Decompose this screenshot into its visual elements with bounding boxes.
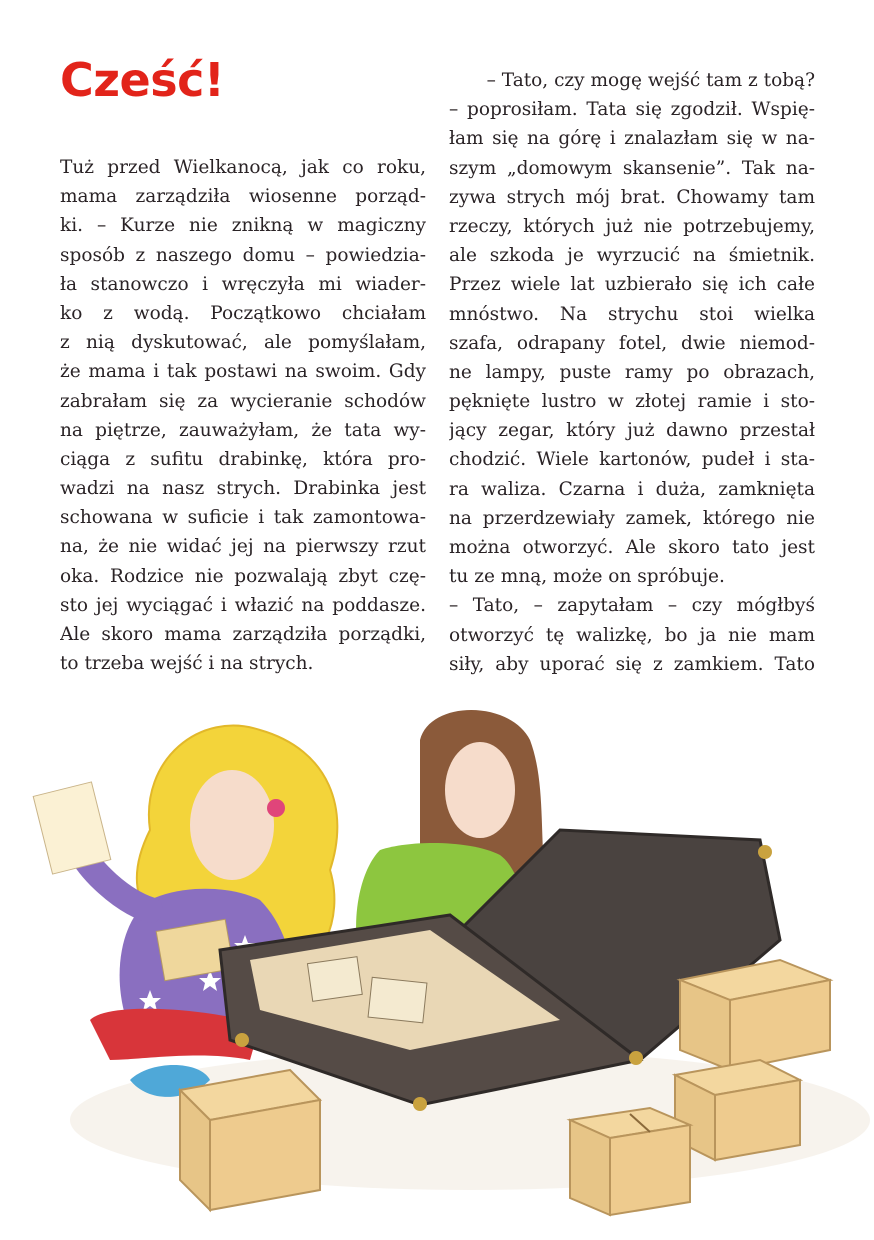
text-line: otworzyć tę walizkę, bo ja nie mam bbox=[449, 624, 815, 646]
text-line: zywa strych mój brat. Chowamy tam bbox=[449, 186, 815, 208]
text-line: – poprosiłam. Tata się zgodził. Wspię- bbox=[449, 99, 815, 121]
old-photo bbox=[368, 977, 427, 1023]
text-line: ciąga z sufitu drabinkę, która pro- bbox=[60, 448, 426, 470]
text-line: schowana w suficie i tak zamontowa- bbox=[60, 507, 426, 529]
page-title: Cześć! bbox=[60, 53, 225, 107]
text-line: – Tato, – zapytałam – czy mógłbyś bbox=[449, 595, 815, 617]
attic-illustration bbox=[0, 680, 874, 1240]
right-text-column bbox=[449, 66, 815, 679]
text-line: ale szkoda je wyrzucić na śmietnik. bbox=[449, 245, 815, 267]
suitcase-corner bbox=[413, 1097, 427, 1111]
text-line: ki. – Kurze nie znikną w magiczny bbox=[60, 215, 426, 237]
text-line: na, że nie widać jej na pierwszy rzut bbox=[60, 536, 426, 558]
text-line: zabrałam się za wycieranie schodów bbox=[60, 390, 426, 412]
text-line: można otworzyć. Ale skoro tato jest bbox=[449, 537, 815, 558]
paper-in-hand bbox=[33, 782, 111, 874]
text-line: tu ze mną, może on spróbuje. bbox=[449, 566, 725, 588]
text-line: jący zegar, który już dawno przestał bbox=[449, 420, 815, 442]
text-line: ko z wodą. Początkowo chciałam bbox=[60, 302, 426, 324]
text-line: chodzić. Wiele kartonów, pudeł i sta- bbox=[449, 449, 815, 471]
text-line: ne lampy, puste ramy po obrazach, bbox=[449, 361, 815, 383]
text-line: łam się na górę i znalazłam się w na- bbox=[449, 128, 815, 150]
text-line: na przerdzewiały zamek, którego nie bbox=[449, 507, 815, 529]
suitcase-corner bbox=[235, 1033, 249, 1047]
text-line: ra waliza. Czarna i duża, zamknięta bbox=[449, 478, 815, 500]
hair-flower bbox=[267, 799, 285, 817]
left-text-column bbox=[60, 153, 426, 678]
text-line: ła stanowczo i wręczyła mi wiader- bbox=[60, 273, 426, 295]
text-line: Ale skoro mama zarządziła porządki, bbox=[60, 624, 426, 645]
text-line: pęknięte lustro w złotej ramie i sto- bbox=[449, 391, 815, 413]
text-line: Przez wiele lat uzbierało się ich całe bbox=[449, 274, 815, 296]
text-line: że mama i tak postawi na swoim. Gdy bbox=[60, 361, 426, 383]
text-line: Tuż przed Wielkanocą, jak co roku, bbox=[60, 157, 426, 178]
blonde-girl-face bbox=[190, 770, 274, 880]
text-line: rzeczy, których już nie potrzebujemy, bbox=[449, 215, 815, 237]
suitcase-corner bbox=[758, 845, 772, 859]
text-line: sposób z naszego domu – powiedzia- bbox=[60, 244, 426, 266]
text-line: na piętrze, zauważyłam, że tata wy- bbox=[60, 419, 426, 441]
cardboard-box-left bbox=[180, 1070, 320, 1210]
text-line: siły, aby uporać się z zamkiem. Tato bbox=[449, 653, 815, 675]
cardboard-box-right-top bbox=[680, 960, 830, 1070]
text-line: szym „domowym skansenie”. Tak na- bbox=[449, 157, 815, 179]
text-line: szafa, odrapany fotel, dwie niemod- bbox=[449, 332, 815, 354]
cardboard-box-right-mid bbox=[675, 1060, 800, 1160]
text-line: wadzi na nasz strych. Drabinka jest bbox=[60, 478, 426, 500]
text-line: z nią dyskutować, ale pomyślałam, bbox=[60, 332, 426, 354]
text-line: mnóstwo. Na strychu stoi wielka bbox=[449, 303, 815, 325]
cardboard-box-bottom bbox=[570, 1108, 690, 1215]
brunette-girl-face bbox=[445, 742, 515, 838]
text-line: – Tato, czy mogę wejść tam z tobą? bbox=[486, 70, 815, 91]
suitcase-corner bbox=[629, 1051, 643, 1065]
text-line: sto jej wyciągać i włazić na poddasze. bbox=[60, 594, 426, 616]
old-photo bbox=[307, 957, 362, 1002]
text-line: oka. Rodzice nie pozwalają zbyt czę- bbox=[60, 565, 426, 587]
text-line: to trzeba wejść i na strych. bbox=[60, 653, 314, 675]
text-line: mama zarządziła wiosenne porząd- bbox=[60, 186, 426, 208]
